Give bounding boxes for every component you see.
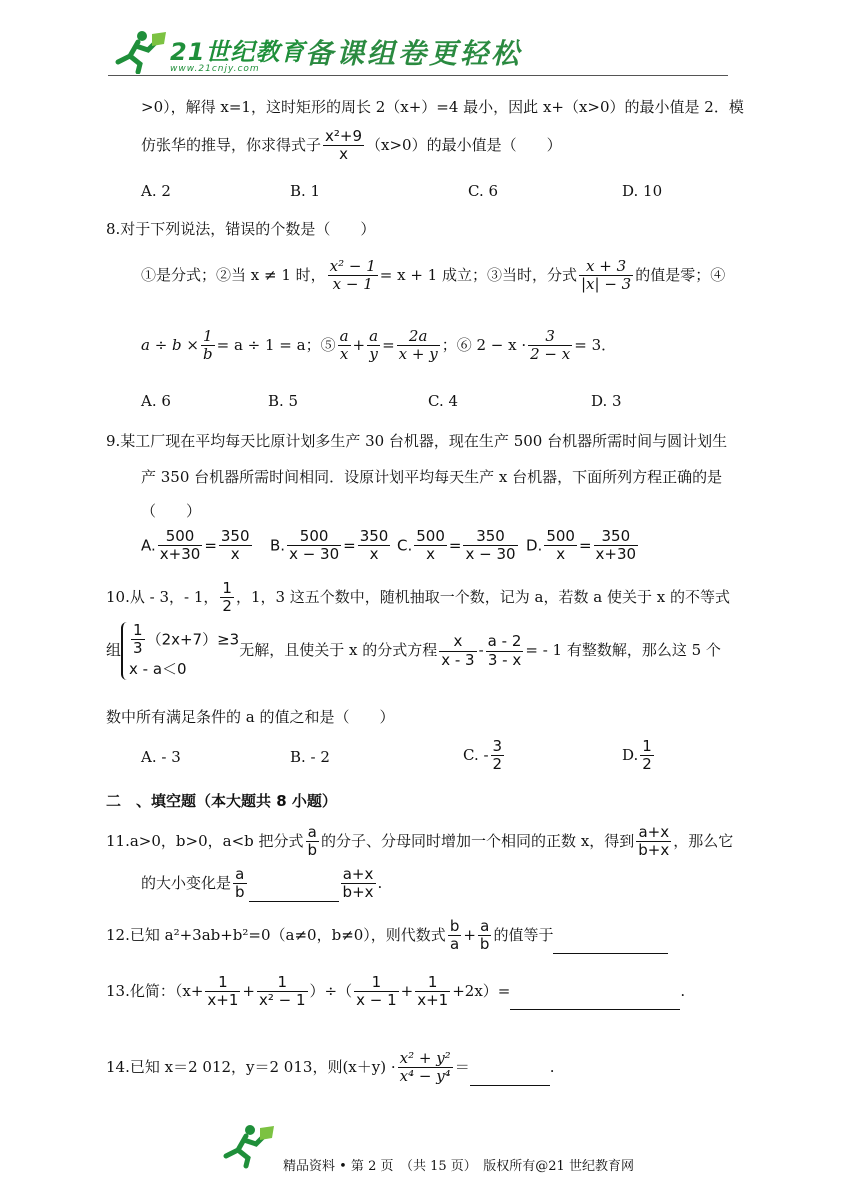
q11-line2: 的大小变化是 $\frac{a}{b}$ $\frac{a+x}{b+x}$ .	[141, 865, 383, 902]
q8-frac-1: $\frac{\text{x² − 1}}{x - 1}$	[329, 257, 376, 294]
q7-option-a: A. 2	[141, 182, 171, 200]
q9-line3: （ ）	[141, 502, 202, 520]
q8-frac-4: $\frac{a}{x}$	[339, 327, 349, 364]
q9-option-d: D. $\frac{500}{x}$ = $\frac{350}{x+30}$	[526, 527, 637, 564]
q7-line2-tail: （x>0）的最小值是（ ）	[366, 135, 562, 154]
q8-s2-six: ；⑥ 2 − x ·	[441, 335, 527, 354]
q7-line2-text: 仿张华的推导，你求得式子	[141, 135, 322, 154]
q8-equals: =	[382, 335, 395, 354]
q8-stem: 8.对于下列说法，错误的个数是（ ）	[106, 220, 376, 238]
q10-frac-2: $\frac{a - 2}{3 - x}$	[487, 632, 522, 669]
brand-url: www.21cnjy.com	[170, 64, 260, 74]
footer-runner-logo-icon	[218, 1120, 278, 1170]
q8-s2-tail: = 3．	[574, 335, 617, 354]
q8-option-d: D. 3	[591, 392, 622, 410]
section-title: 二 、填空题（本大题共 8 小题）	[106, 792, 337, 810]
q9-option-a: A. $\frac{500}{x+30}$ = $\frac{350}{x}$	[141, 527, 250, 564]
q10-option-c: C. - $\frac{3}{2}$	[463, 737, 503, 774]
q7-line2	[141, 128, 562, 164]
q8-frac-3: $\frac{1}{b}$	[203, 327, 213, 364]
q8-plus: +	[352, 335, 366, 354]
brand-name: 21世纪教育	[170, 38, 306, 66]
q14-answer-blank[interactable]	[470, 1085, 550, 1086]
q8-frac-2: $\frac{x + 3}{|x| - 3}$	[581, 257, 632, 294]
q8-statements-line1	[141, 258, 725, 294]
q8-s1-text: ①是分式；②当 x ≠ 1 时，	[141, 265, 326, 284]
q8-s1-mid: = x + 1 成立；③当时，分式	[379, 265, 577, 284]
runner-logo-icon	[108, 28, 170, 74]
q11-line1: 11.a>0，b>0，a<b 把分式 $\frac{a}{b}$ 的分子、分母同时增加一个相同的正数 x，得到 $\frac{a+x}{b+x}$ ，那么它	[106, 823, 734, 860]
q9-line1: 9.某工厂现在平均每天比原计划多生产 30 台机器，现在生产 500 台机器所需时间与圆计划生	[106, 432, 728, 450]
q8-frac-7: $\frac{3}{2 - x}$	[530, 327, 571, 364]
q7-option-c: C. 6	[468, 182, 499, 200]
page-footer: 精品资料 • 第 2 页 （共 15 页） 版权所有@21 世纪教育网	[283, 1159, 634, 1174]
q10-line2: 组 $\frac{1}{3}$ （2x+7）≥3 x - a＜0 无解，且使关于 x 的分式方程 $\frac{x}{x - 3}$ - $\frac{a - 2}{3 - x}$ = - 1 有整数解，那么这 5 个	[106, 622, 721, 680]
q10-frac-1: $\frac{x}{x - 3}$	[441, 632, 475, 669]
q12-answer-blank[interactable]	[553, 953, 668, 954]
q7-line1: >0），解得 x=1，这时矩形的周长 2（x+）=4 最小，因此 x+（x>0）的最小值是 2．模	[141, 98, 744, 116]
q10-line1: 10.从 - 3，- 1， $\frac{1}{2}$ ，1，3 这五个数中，随机抽取一个数，记为 a，若数 a 使关于 x 的不等式	[106, 579, 730, 616]
q11-answer-blank[interactable]	[249, 901, 339, 902]
header-divider	[108, 75, 728, 76]
q13-line: 13.化简：（x+ $\frac{1}{x+1}$ + $\frac{1}{\text{x² − 1}}$ ）÷（ $\frac{1}{x - 1}$ + $\frac{1}{x+1}$ +2x）= .	[106, 973, 686, 1010]
q8-frac-5: $\frac{a}{y}$	[369, 327, 379, 364]
q7-fraction: $\frac{\text{x²+9}}{x}$	[325, 127, 363, 164]
q8-frac-6: $\frac{2a}{x + y}$	[398, 327, 438, 364]
q10-inequality-system: $\frac{1}{3}$ （2x+7）≥3 x - a＜0	[121, 622, 239, 680]
q8-s1-tail: 的值是零；④	[635, 265, 726, 284]
q7-option-b: B. 1	[290, 182, 321, 200]
q9-option-b: B. $\frac{500}{x - 30}$ = $\frac{350}{x}$	[270, 527, 389, 564]
q12-line: 12.已知 a²+3ab+b²=0（a≠0，b≠0），则代数式 $\frac{b}{a}$ + $\frac{a}{b}$ 的值等于	[106, 918, 668, 954]
q10-line3: 数中所有满足条件的 a 的值之和是（ ）	[106, 708, 395, 726]
q8-s2-text: a ÷ b ×	[141, 335, 199, 354]
q8-option-c: C. 4	[428, 392, 459, 410]
q8-s2-mid: = a ÷ 1 = a；⑤	[216, 335, 336, 354]
q10-option-d: D. $\frac{1}{2}$	[622, 737, 652, 774]
q7-option-d: D. 10	[622, 182, 663, 200]
header-slogan: 备课组卷更轻松	[305, 37, 523, 70]
q8-statements-line2	[141, 328, 616, 364]
q13-answer-blank[interactable]	[510, 1009, 680, 1010]
q8-option-b: B. 5	[268, 392, 299, 410]
q9-line2: 产 350 台机器所需时间相同．设原计划平均每天生产 x 台机器，下面所列方程正确的是	[141, 468, 723, 486]
q10-option-a: A. - 3	[141, 748, 181, 766]
q10-half: $\frac{1}{2}$	[222, 579, 232, 616]
q10-option-b: B. - 2	[290, 748, 330, 766]
q14-line: 14.已知 x＝2 012，y＝2 013，则(x＋y) · $\frac{\text{x² + y²}}{\text{x⁴ − y⁴}}$ ＝ .	[106, 1049, 555, 1086]
q8-option-a: A. 6	[141, 392, 171, 410]
q9-option-c: C. $\frac{500}{x}$ = $\frac{350}{x - 30}$	[397, 527, 516, 564]
